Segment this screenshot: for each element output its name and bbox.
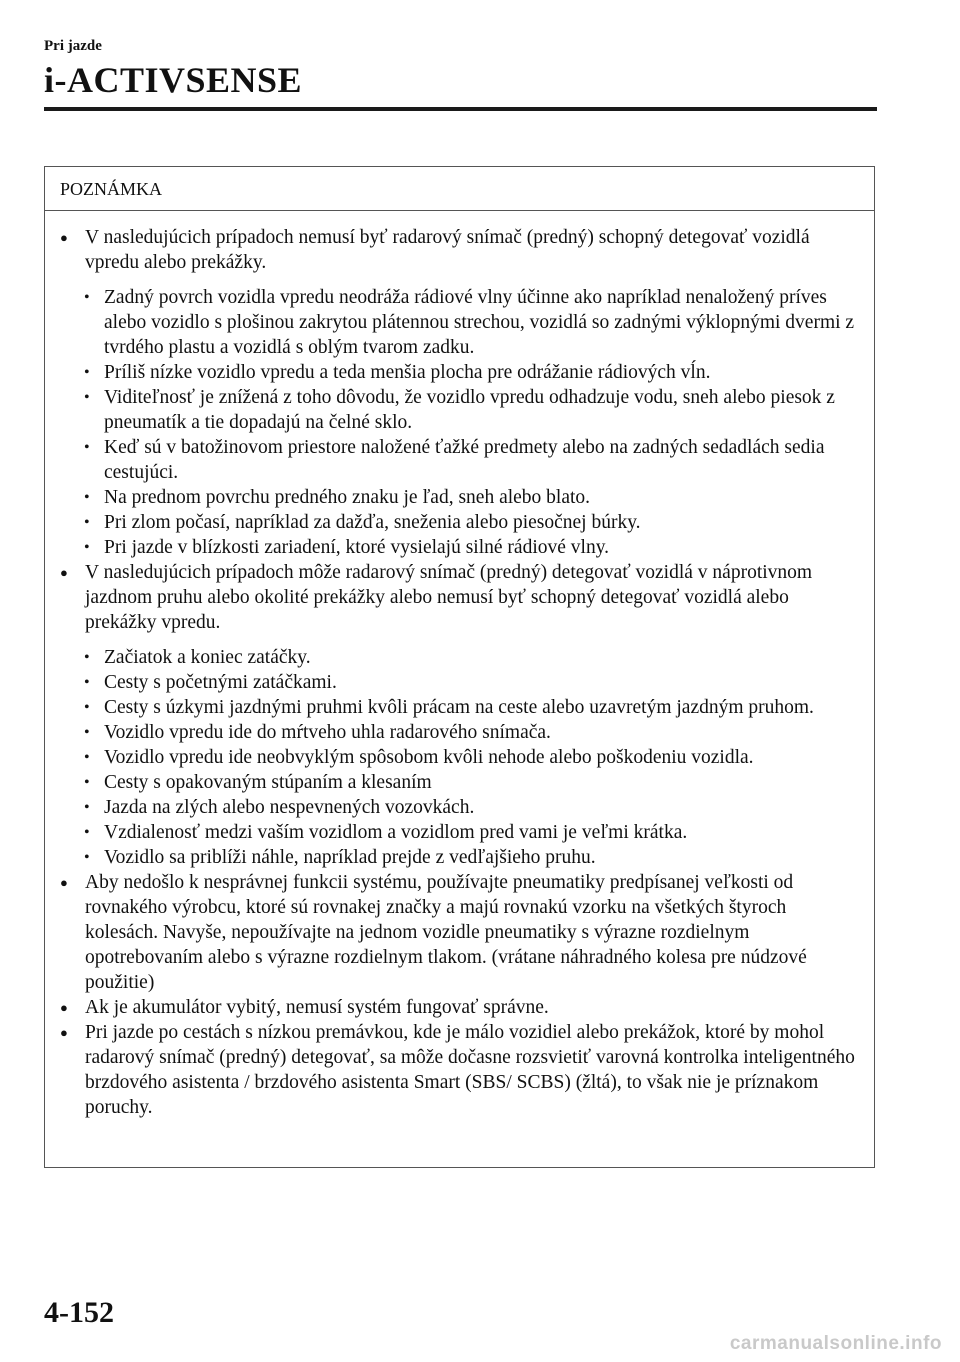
bullet-icon: ● — [60, 565, 68, 580]
page-title: i-ACTIVSENSE — [44, 60, 303, 100]
sub-item-text: Pri jazde v blízkosti zariadení, ktoré vysielajú silné rádiové vlny. — [104, 537, 610, 558]
sub-item — [60, 720, 860, 745]
sub-bullet-icon: • — [84, 364, 90, 381]
title-rule — [44, 107, 877, 111]
sub-bullet-icon: • — [84, 699, 90, 716]
note-item — [60, 225, 860, 275]
note-box — [44, 166, 875, 1168]
sub-item-text: Vzdialenosť medzi vaším vozidlom a vozidlom pred vami je veľmi krátka. — [104, 822, 688, 843]
sub-item-text: Vozidlo sa priblíži náhle, napríklad prejde z vedľajšieho pruhu. — [104, 847, 596, 868]
sub-item-text: Cesty s úzkymi jazdnými pruhmi kvôli prácam na ceste alebo uzavretým jazdným pruhom. — [104, 697, 814, 718]
watermark: carmanualsonline.info — [729, 1333, 942, 1354]
sub-bullet-icon: • — [84, 849, 90, 866]
sub-bullet-icon: • — [84, 539, 90, 556]
sub-item — [60, 285, 860, 360]
sub-bullet-icon: • — [84, 489, 90, 506]
sub-item — [60, 360, 860, 385]
sub-item — [60, 435, 860, 485]
sub-bullet-icon: • — [84, 799, 90, 816]
sub-item — [60, 535, 860, 560]
sub-item-text: Na prednom povrchu predného znaku je ľad, sneh alebo blato. — [104, 487, 591, 508]
note-item-text: Aby nedošlo k nesprávnej funkcii systému, používajte pneumatiky predpísanej veľkosti od rovnakého výrobcu, ktoré sú rovnakej značky a majú rovnakú vzorku na všetkých štyroch kolesách. Navyše, nepoužívajte na jednom vozidle pneumatiky s výrazne rozdielnym opotrebovaním alebo s výrazne rozdielnym tlakom. (vrátane náhradného kolesa pre núdzové použitie) — [85, 872, 807, 993]
sub-item-text: Pri zlom počasí, napríklad za dažďa, sneženia alebo piesočnej búrky. — [104, 512, 641, 533]
sub-bullet-icon: • — [84, 824, 90, 841]
sub-bullet-icon: • — [84, 774, 90, 791]
sub-bullet-icon: • — [84, 724, 90, 741]
note-item-text: V nasledujúcich prípadoch nemusí byť radarový snímač (predný) schopný detegovať vozidlá vpredu alebo prekážky. — [85, 227, 810, 273]
sublist — [60, 645, 860, 870]
note-heading: POZNÁMKA — [45, 167, 874, 211]
note-item-text: Pri jazde po cestách s nízkou premávkou, kde je málo vozidiel alebo prekážok, ktoré by mohol radarový snímač (predný) detegovať, sa môže dočasne rozsvietiť varovná kontrolka inteligentného brzdového asistenta / brzdového asistenta Smart (SBS/ SCBS) (žltá), to však nie je príznakom poruchy. — [85, 1022, 855, 1118]
sub-bullet-icon: • — [84, 289, 90, 306]
sub-item-text: Cesty s početnými zatáčkami. — [104, 672, 337, 693]
note-item — [60, 995, 860, 1020]
sub-item-text: Vozidlo vpredu ide neobvyklým spôsobom kvôli nehode alebo poškodeniu vozidla. — [104, 747, 754, 768]
sub-item-text: Viditeľnosť je znížená z toho dôvodu, že vozidlo vpredu odhadzuje vodu, sneh alebo piesok z pneumatík a tie dopadajú na čelné sklo. — [104, 387, 835, 433]
bullet-icon: ● — [60, 875, 68, 890]
sub-item-text: Začiatok a koniec zatáčky. — [104, 647, 311, 668]
bullet-icon: ● — [60, 1000, 68, 1015]
sub-item — [60, 645, 860, 670]
sub-item-text: Jazda na zlých alebo nespevnených vozovkách. — [104, 797, 475, 818]
section-label: Pri jazde — [44, 38, 102, 54]
sub-bullet-icon: • — [84, 749, 90, 766]
note-body — [45, 211, 874, 1120]
page-number: 4-152 — [44, 1296, 114, 1329]
sub-item — [60, 485, 860, 510]
sub-item — [60, 845, 860, 870]
note-item — [60, 870, 860, 995]
sub-bullet-icon: • — [84, 389, 90, 406]
note-item-text: Ak je akumulátor vybitý, nemusí systém fungovať správne. — [85, 997, 549, 1018]
sub-bullet-icon: • — [84, 674, 90, 691]
sub-item-text: Zadný povrch vozidla vpredu neodráža rádiové vlny účinne ako napríklad nenaložený príves alebo vozidlo s plošinou zakrytou plátennou strechou, vozidlá so zadnými výklopnými dvermi z tvrdého plastu a vozidlá s oblým tvarom zadku. — [104, 287, 855, 358]
sub-item-text: Príliš nízke vozidlo vpredu a teda menšia plocha pre odrážanie rádiových vĺn. — [104, 362, 711, 383]
sub-item — [60, 510, 860, 535]
sub-item — [60, 670, 860, 695]
sub-item-text: Vozidlo vpredu ide do mŕtveho uhla radarového snímača. — [104, 722, 551, 743]
bullet-icon: ● — [60, 1025, 68, 1040]
sub-item-text: Cesty s opakovaným stúpaním a klesaním — [104, 772, 432, 793]
sub-item — [60, 820, 860, 845]
sub-item-text: Keď sú v batožinovom priestore naložené ťažké predmety alebo na zadných sedadlách sedia cestujúci. — [104, 437, 825, 483]
sub-item — [60, 795, 860, 820]
note-item-text: V nasledujúcich prípadoch môže radarový snímač (predný) detegovať vozidlá v náprotivnom jazdnom pruhu alebo okolité prekážky alebo nemusí byť schopný detegovať vozidlá alebo prekážky vpredu. — [85, 562, 813, 633]
sub-item — [60, 385, 860, 435]
note-item — [60, 560, 860, 635]
sublist — [60, 285, 860, 560]
sub-item — [60, 695, 860, 720]
sub-item — [60, 745, 860, 770]
sub-bullet-icon: • — [84, 514, 90, 531]
sub-bullet-icon: • — [84, 649, 90, 666]
sub-item — [60, 770, 860, 795]
bullet-icon: ● — [60, 230, 68, 245]
note-item — [60, 1020, 860, 1120]
sub-bullet-icon: • — [84, 439, 90, 456]
